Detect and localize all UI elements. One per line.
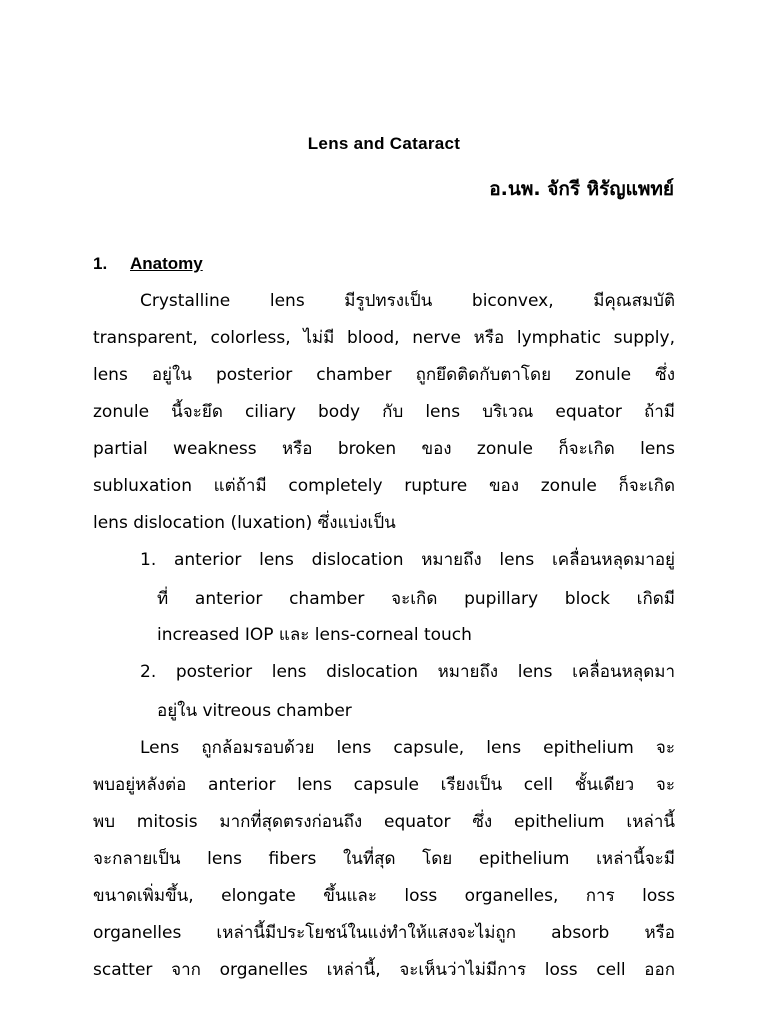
paragraph-line: พบอยู่หลังต่อ anterior lens capsule เรียงเป็น cell ชั้นเดียว จะ [93,775,675,795]
paragraph-line: Lens ถูกล้อมรอบด้วย lens capsule, lens epithelium จะ [140,738,675,758]
paragraph-line: scatter จาก organelles เหล่านี้, จะเห็นว่าไม่มีการ loss cell ออก [93,960,675,980]
paragraph-line: partial weakness หรือ broken ของ zonule ก็จะเกิด lens [93,439,675,459]
paragraph-line: lens อยู่ใน posterior chamber ถูกยึดติดกับตาโดย zonule ซึ่ง [93,365,675,385]
paragraph-line: transparent, colorless, ไม่มี blood, nerve หรือ lymphatic supply, [93,328,675,348]
paragraph-line: Crystalline lens มีรูปทรงเป็น biconvex, มีคุณสมบัติ [140,291,675,311]
section-number: 1. [93,254,108,273]
paragraph-line: พบ mitosis มากที่สุดตรงก่อนถึง equator ซึ่ง epithelium เหล่านี้ [93,812,675,832]
list-item-line: increased IOP และ lens-corneal touch [157,625,472,645]
document-title: Lens and Cataract [307,134,461,153]
paragraph-line: zonule นี้จะยึด ciliary body กับ lens บริเวณ equator ถ้ามี [93,402,675,422]
paragraph-line: lens dislocation (luxation) ซึ่งแบ่งเป็น [93,513,396,533]
paragraph-line: subluxation แต่ถ้ามี completely rupture ของ zonule ก็จะเกิด [93,476,675,496]
list-item-line: 2. posterior lens dislocation หมายถึง lens เคลื่อนหลุดมา [140,662,675,682]
list-item-line: ที่ anterior chamber จะเกิด pupillary block เกิดมี [157,589,675,609]
paragraph-line: organelles เหล่านี้มีประโยชน์ในแง่ทำให้แสงจะไม่ถูก absorb หรือ [93,923,675,943]
list-item-line: อยู่ใน vitreous chamber [157,701,352,721]
section-name: Anatomy [130,254,203,273]
list-item-line: 1. anterior lens dislocation หมายถึง lens เคลื่อนหลุดมาอยู่ [140,550,675,570]
section-heading [93,254,203,274]
author-name: อ.นพ. จักรี หิรัญแพทย์ [489,178,674,200]
paragraph-line: ขนาดเพิ่มขึ้น, elongate ขึ้นและ loss organelles, การ loss [93,886,675,906]
paragraph-line: จะกลายเป็น lens fibers ในที่สุด โดย epithelium เหล่านี้จะมี [93,849,675,869]
